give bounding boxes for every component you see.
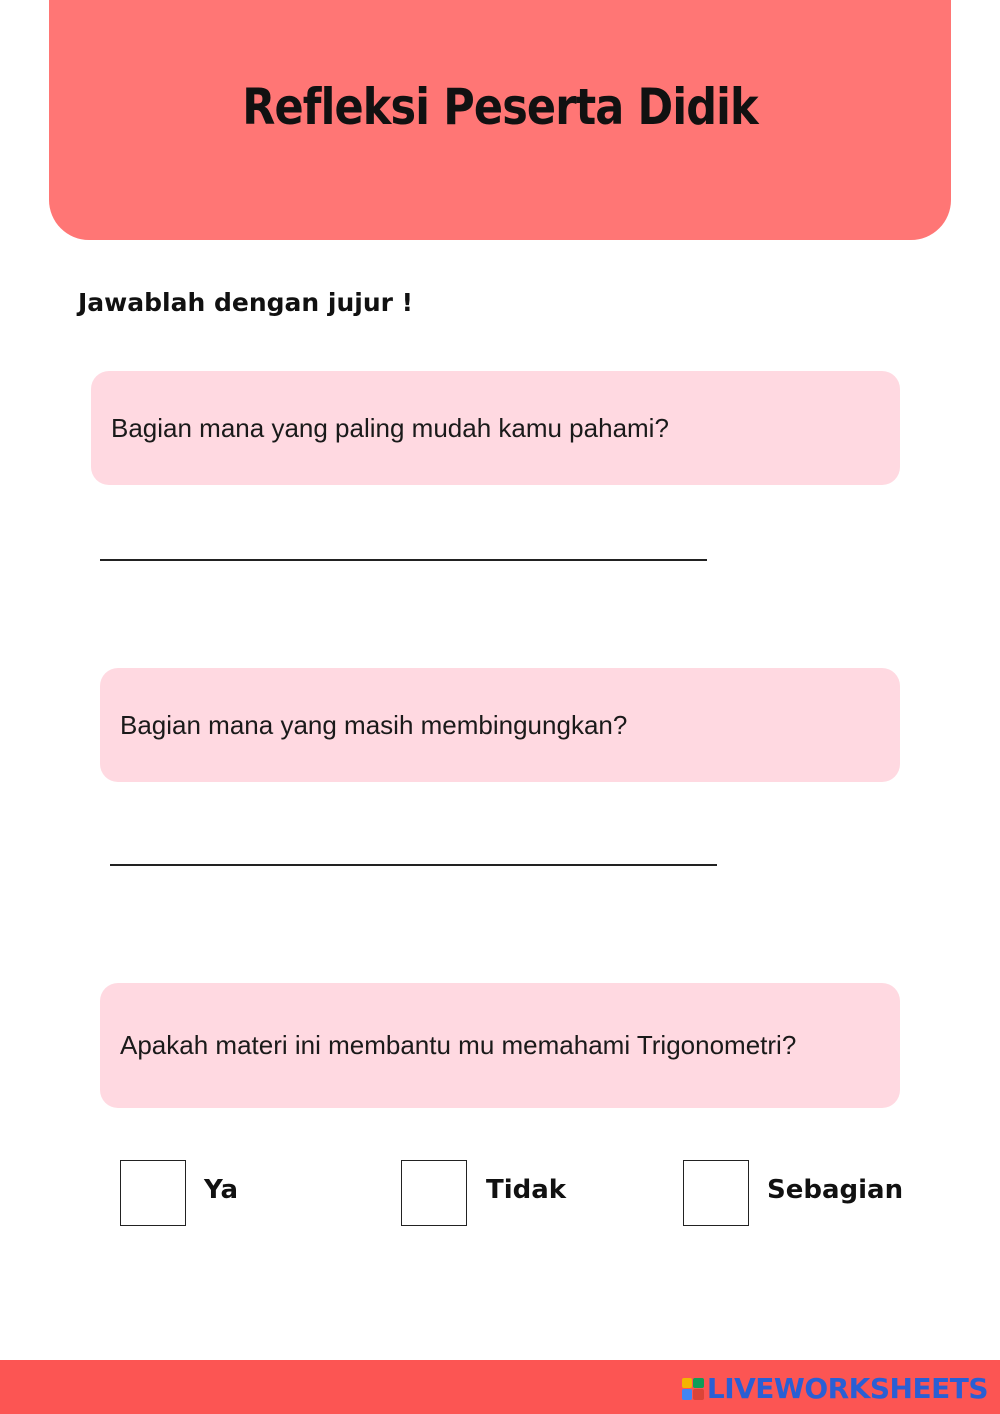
instruction-text: Jawablah dengan jujur ! — [78, 288, 414, 317]
brand-name: LIVEWORKSHEETS — [706, 1372, 988, 1405]
checkbox-sebagian[interactable] — [683, 1160, 749, 1226]
answer-line-1[interactable] — [100, 559, 707, 561]
brand[interactable] — [682, 1372, 988, 1405]
page-title: Refleksi Peserta Didik — [242, 78, 758, 136]
question-2-text: Bagian mana yang masih membingungkan? — [120, 709, 628, 740]
checkbox-tidak[interactable] — [401, 1160, 467, 1226]
question-1-text: Bagian mana yang paling mudah kamu pahami? — [111, 412, 669, 443]
question-box-1 — [91, 371, 900, 485]
option-label-ya: Ya — [204, 1175, 238, 1205]
footer-bar — [0, 1360, 1000, 1414]
question-box-2 — [100, 668, 900, 782]
option-label-sebagian: Sebagian — [767, 1175, 904, 1205]
question-box-3 — [100, 983, 900, 1108]
liveworksheets-logo-icon — [682, 1378, 704, 1400]
option-label-tidak: Tidak — [486, 1175, 567, 1205]
header-banner — [49, 0, 951, 240]
question-3-text: Apakah materi ini membantu mu memahami Trigonometri? — [120, 1030, 797, 1060]
answer-line-2[interactable] — [110, 864, 717, 866]
checkbox-ya[interactable] — [120, 1160, 186, 1226]
